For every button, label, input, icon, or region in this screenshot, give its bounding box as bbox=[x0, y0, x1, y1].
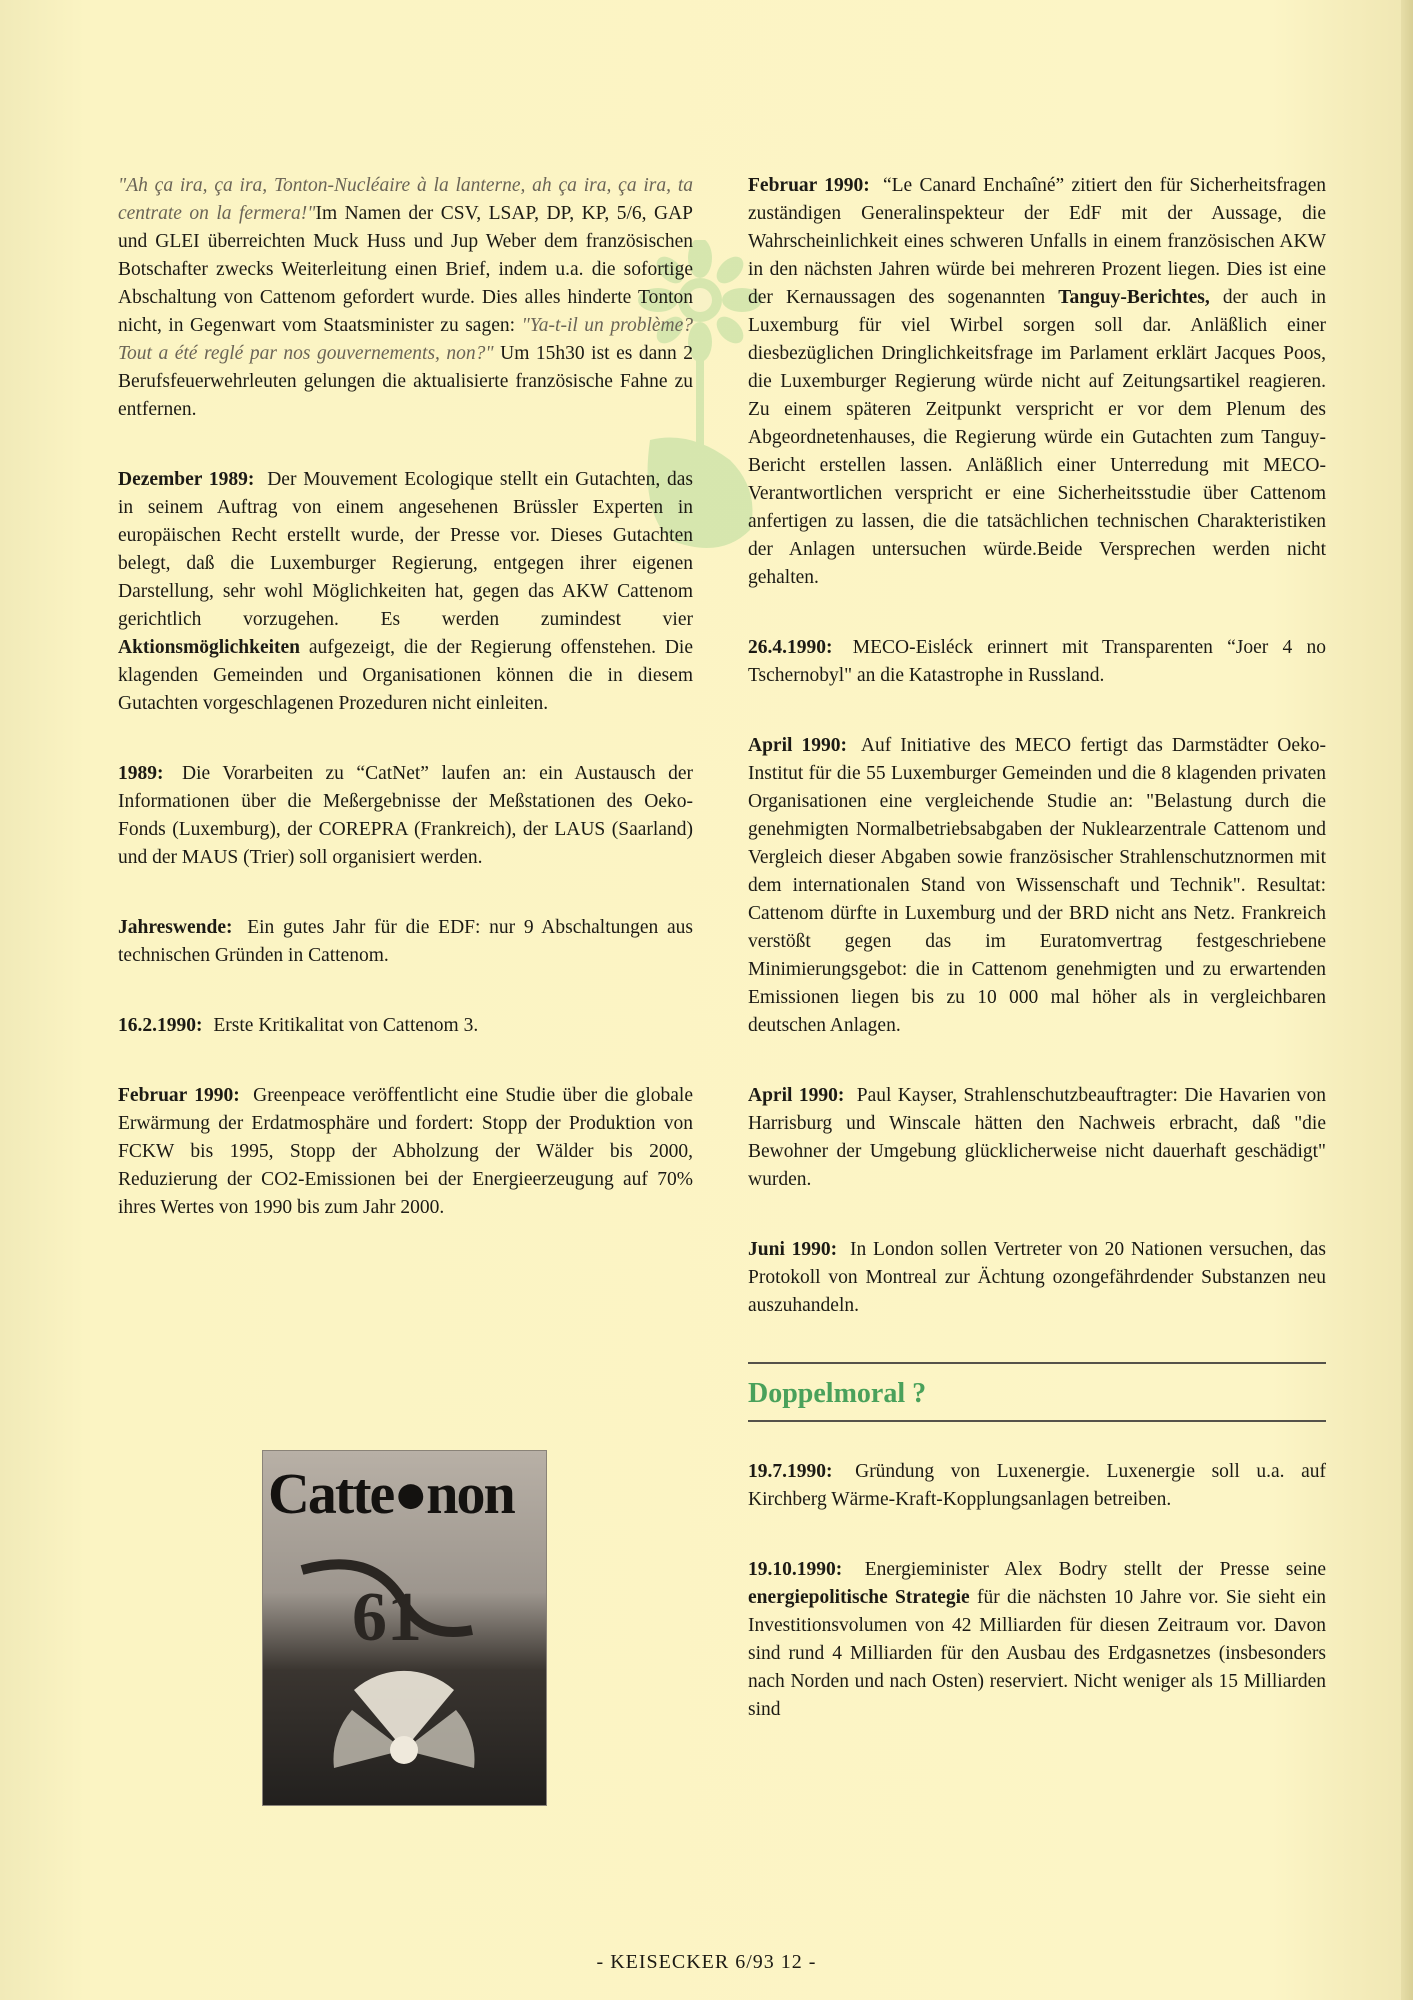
intro-quote-2: "Ya-t-il un problème? Tout a été reglé par nos gouvernements, non?" bbox=[118, 315, 693, 364]
entry-date: 26.4.1990: bbox=[748, 637, 833, 658]
intro-text: Im Namen der CSV, LSAP, DP, KP, 5/6, GAP und GLEI überreichten Muck Huss und Jup Weber dem französischen Botschafter zwecks Weiterleitung einen Brief, indem u.a. die sofortige Abschaltung von Cattenom gefordert wurde. Dies alles hinderte Tonton nicht, in Gegenwart vom Staatsminister zu sagen: bbox=[118, 203, 693, 336]
entry-date: Dezember 1989: bbox=[118, 469, 255, 490]
intro-text-2: Um 15h30 ist es dann 2 Berufsfeuerwehrleuten gelungen die aktualisierte französische Fahne zu entfernen. bbox=[118, 343, 693, 420]
chronology-entry bbox=[118, 1012, 693, 1040]
chronology-entry bbox=[748, 634, 1326, 690]
entry-text: Die Vorarbeiten zu “CatNet” laufen an: ein Austausch der Informationen über die Meßergebnisse der Meßstationen des Oeko-Fonds (Luxemburg), der COREPRA (Frankreich), der LAUS (Saarland) und der MAUS (Trier) soll organisiert werden. bbox=[118, 763, 693, 868]
cattenom-poster-image bbox=[262, 1450, 547, 1806]
entry-date: Juni 1990: bbox=[748, 1239, 838, 1260]
entry-date: April 1990: bbox=[748, 735, 847, 756]
entry-date: 1989: bbox=[118, 763, 164, 784]
entry-date: Februar 1990: bbox=[748, 175, 870, 196]
entry-text: Auf Initiative des MECO fertigt das Darmstädter Oeko-Institut für die 55 Luxemburger Gemeinden und die 8 klagenden privaten Organisationen eine vergleichende Studie an: "Belastung durch die genehmigten Normalbetriebsabgaben der Nuklearzentrale Cattenom und Vergleich dieser Abgaben sowie französischer Strahlenschutznormen mit dem internationalen Stand von Wissenschaft und Technik". Resultat: Cattenom dürfte in Luxemburg und der BRD nicht ans Netz. Frankreich verstößt gegen das im Euratomvertrag festgeschriebene Minimierungsgebot: die in Cattenom genehmigten und zu erwartenden Emissionen liegen bis zu 10 000 mal höher als in vergleichbaren deutschen Anlagen. bbox=[748, 735, 1326, 1036]
entry-text: “Le Canard Enchaîné” zitiert den für Sicherheitsfragen zuständigen Generalinspekteur der EdF mit der Aussage, die Wahrscheinlichkeit eines schweren Unfalls in einem französischen AKW in den nächsten Jahren würde bei mehreren Prozent liegen. Dies ist eine der Kernaussagen des sogenannten bbox=[748, 175, 1326, 308]
page-footer: - KEISECKER 6/93 12 - bbox=[596, 1951, 817, 1973]
entry-bold-text: energiepolitische Strategie bbox=[748, 1587, 970, 1608]
entry-text: Gründung von Luxenergie. Luxenergie soll u.a. auf Kirchberg Wärme-Kraft-Kopplungsanlagen betreiben. bbox=[748, 1461, 1326, 1510]
entry-text: In London sollen Vertreter von 20 Nationen versuchen, das Protokoll von Montreal zur Ächtung ozongefährdender Substanzen neu auszuhandeln. bbox=[748, 1239, 1327, 1316]
svg-text:61: 61 bbox=[352, 1579, 422, 1656]
chronology-entry bbox=[748, 1556, 1326, 1724]
chronology-entry bbox=[748, 1458, 1326, 1514]
entry-text-cont: der auch in Luxemburg für viel Wirbel sorgen soll dar. Anläßlich einer diesbezüglichen Dringlichkeitsfrage im Parlament erklärt Jacques Poos, die Luxemburger Regierung würde nicht auf Zeitungsartikel reagieren. Zu einem späteren Zeitpunkt verspricht er vor dem Plenum des Abgeordnetenhauses, die Regierung würde ein Gutachten zum Tanguy-Bericht erstellen lassen. Anläßlich einer Unterredung mit MECO-Verantwortlichen verspricht er eine Sicherheitsstudie über Cattenom anfertigen zu lassen, die die tatsächlichen technischen Charakteristiken der Anlagen untersuchen würde.Beide Versprechen werden nicht gehalten. bbox=[748, 287, 1326, 588]
chronology-entry bbox=[748, 732, 1326, 1040]
chronology-entry bbox=[748, 1236, 1326, 1320]
entry-text: Ein gutes Jahr für die EDF: nur 9 Abschaltungen aus technischen Gründen in Cattenom. bbox=[118, 917, 693, 966]
section-heading: Doppelmoral ? bbox=[748, 1362, 1326, 1422]
entry-date: Februar 1990: bbox=[118, 1085, 240, 1106]
entry-text: Greenpeace veröffentlicht eine Studie über die globale Erwärmung der Erdatmosphäre und fordert: Stopp der Produktion von FCKW bis 1995, Stopp der Abholzung der Wälder bis 2000, Reduzierung der CO2-Emissionen bei der Energieerzeugung auf 70% ihres Wertes von 1990 bis zum Jahr 2000. bbox=[118, 1085, 693, 1218]
entry-text: Erste Kritikalitat von Cattenom 3. bbox=[213, 1015, 479, 1036]
page-edge bbox=[1401, 0, 1413, 2000]
entry-text: Energieminister Alex Bodry stellt der Presse seine bbox=[864, 1559, 1326, 1580]
chronology-entry bbox=[748, 172, 1326, 592]
intro-paragraph bbox=[118, 172, 693, 424]
entry-text-cont: für die nächsten 10 Jahre vor. Sie sieht ein Investitionsvolumen von 42 Milliarden für diesen Zeitraum vor. Davon sind rund 4 Milliarden für den Ausbau des Erdgasnetzes (insbesonders nach Norden und nach Osten) reserviert. Nicht weniger als 15 Milliarden sind bbox=[748, 1587, 1326, 1720]
intro-quote: "Ah ça ira, ça ira, Tonton-Nucléaire à la lanterne, ah ça ira, ça ira, ta centrate on la fermera!" bbox=[118, 175, 693, 224]
chronology-entry bbox=[118, 914, 693, 970]
entry-text: Paul Kayser, Strahlenschutzbeauftragter: Die Havarien von Harrisburg und Winscale hätten den Nachweis erbracht, daß "die Bewohner der Umgebung glücklicherweise nicht dauerhaft geschädigt" wurden. bbox=[748, 1085, 1326, 1190]
chronology-entry bbox=[748, 1082, 1326, 1194]
entry-text: MECO-Eisléck erinnert mit Transparenten “Joer 4 no Tschernobyl" an die Katastrophe in Russland. bbox=[748, 637, 1326, 686]
entry-date: 19.10.1990: bbox=[748, 1559, 843, 1580]
entry-date: 16.2.1990: bbox=[118, 1015, 203, 1036]
entry-text: Der Mouvement Ecologique stellt ein Gutachten, das in seinem Auftrag von einem angesehenen Brüssler Experten in europäischen Recht erstellt wurde, der Presse vor. Dieses Gutachten belegt, daß die Luxemburger Regierung, entgegen ihrer eigenen Darstellung, sehr wohl Möglichkeiten hat, gegen das AKW Cattenom gerichtlich vorzugehen. Es werden zumindest vier bbox=[118, 469, 694, 630]
left-column bbox=[118, 172, 693, 1264]
entry-text-cont: aufgezeigt, die der Regierung offenstehen. Die klagenden Gemeinden und Organisationen können die in diesem Gutachten vorgeschlagenen Prozeduren nicht einleiten. bbox=[118, 637, 693, 714]
radiation-symbol-icon bbox=[262, 1450, 547, 1806]
entry-bold-text: Aktionsmöglichkeiten bbox=[118, 637, 301, 658]
right-column bbox=[748, 172, 1326, 1766]
poster-title: Catte●non bbox=[268, 1461, 514, 1526]
entry-date: 19.7.1990: bbox=[748, 1461, 833, 1482]
chronology-entry bbox=[118, 466, 693, 718]
chronology-entry bbox=[118, 760, 693, 872]
entry-bold-text: Tanguy-Berichtes, bbox=[1058, 287, 1210, 308]
entry-date: Jahreswende: bbox=[118, 917, 233, 938]
entry-date: April 1990: bbox=[748, 1085, 845, 1106]
chronology-entry bbox=[118, 1082, 693, 1222]
